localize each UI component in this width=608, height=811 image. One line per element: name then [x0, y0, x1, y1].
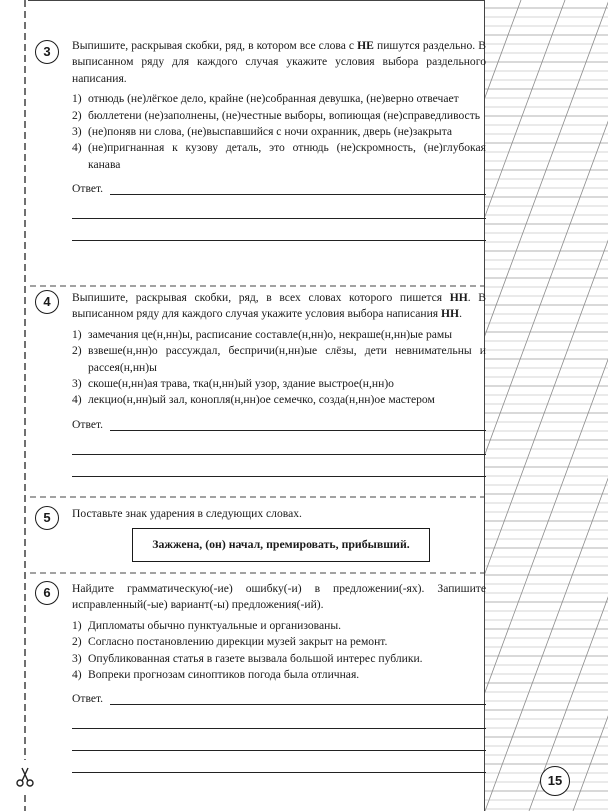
scissors-icon: [14, 766, 36, 788]
option-item: 1) отнюдь (не)лёгкое дело, крайне (не)собранная девушка, (не)верно отвечает: [72, 92, 459, 106]
task-prompt: Выпишите, раскрывая скобки, ряд, в котором все слова с НЕ пишутся раздельно. В выписанном ряду для каждого случая укажите условия выбора раздельного написания.: [72, 39, 486, 85]
answer-line[interactable]: [72, 751, 486, 773]
task-5: [30, 506, 490, 570]
answer-line[interactable]: [72, 197, 486, 219]
answer-line[interactable]: [72, 455, 486, 477]
options-list: [72, 618, 486, 684]
answer-field[interactable]: [72, 417, 486, 433]
task-number-badge: 6: [35, 581, 59, 605]
answer-line[interactable]: [72, 219, 486, 241]
option-item: 2) взвеше(н,нн)о рассуждал, беспричи(н,нн)ые слёзы, дети невнимательны и рассея(н,нн)ы: [72, 344, 486, 374]
stress-words-box: Зажжена, (он) начал, премировать, прибывший.: [132, 528, 430, 562]
answer-label: Ответ.: [72, 691, 105, 707]
options-list: [72, 91, 486, 173]
answer-line[interactable]: [72, 433, 486, 455]
option-item: 2) Согласно постановлению дирекции музей закрыт на ремонт.: [72, 635, 388, 649]
answer-line[interactable]: [72, 707, 486, 729]
task-prompt: Найдите грамматическую(-ие) ошибку(-и) в предложении(-ях). Запишите исправленный(-ые) вариант(-ы) предложения(-ий).: [72, 582, 486, 612]
answer-line[interactable]: [72, 729, 486, 751]
task-prompt: Выпишите, раскрывая скобки, ряд, в всех словах которого пишется НН. В выписанном ряду для каждого случая укажите условия выбора написания НН.: [72, 291, 486, 321]
option-item: 3) скоше(н,нн)ая трава, тка(н,нн)ый узор, здание выстрое(н,нн)о: [72, 377, 394, 391]
cut-line: [0, 0, 30, 811]
option-item: 2) бюллетени (не)заполнены, (не)честные выборы, вопиющая (не)справедливость: [72, 108, 481, 122]
task-number-badge: 5: [35, 506, 59, 530]
option-item: 4) (не)пригнанная к кузову деталь, это отнюдь (не)скромность, (не)глубокая канава: [72, 141, 486, 171]
answer-field[interactable]: [72, 181, 486, 197]
options-list: [72, 327, 486, 409]
answer-label: Ответ.: [72, 181, 105, 197]
option-item: 3) Опубликованная статья в газете вызвала большой интерес публики.: [72, 651, 423, 665]
option-item: 4) Вопреки прогнозам синоптиков погода была отличная.: [72, 668, 360, 682]
option-item: 1) Дипломаты обычно пунктуальные и организованы.: [72, 618, 342, 632]
answer-label: Ответ.: [72, 417, 105, 433]
option-item: 1) замечания це(н,нн)ы, расписание составле(н,нн)о, некраше(н,нн)ые рамы: [72, 327, 453, 341]
answer-field[interactable]: [72, 691, 486, 707]
option-item: 4) лекцио(н,нн)ый зал, конопля(н,нн)ое семечко, созда(н,нн)ое мастером: [72, 393, 435, 407]
task-number-badge: 4: [35, 290, 59, 314]
task-prompt: Поставьте знак ударения в следующих словах.: [72, 507, 302, 520]
page-number: 15: [540, 766, 570, 796]
option-item: 3) (не)поняв ни слова, (не)выспавшийся с ночи охранник, дверь (не)закрыта: [72, 125, 453, 139]
task-number-badge: 3: [35, 40, 59, 64]
handwriting-guide-lines: [485, 0, 608, 811]
